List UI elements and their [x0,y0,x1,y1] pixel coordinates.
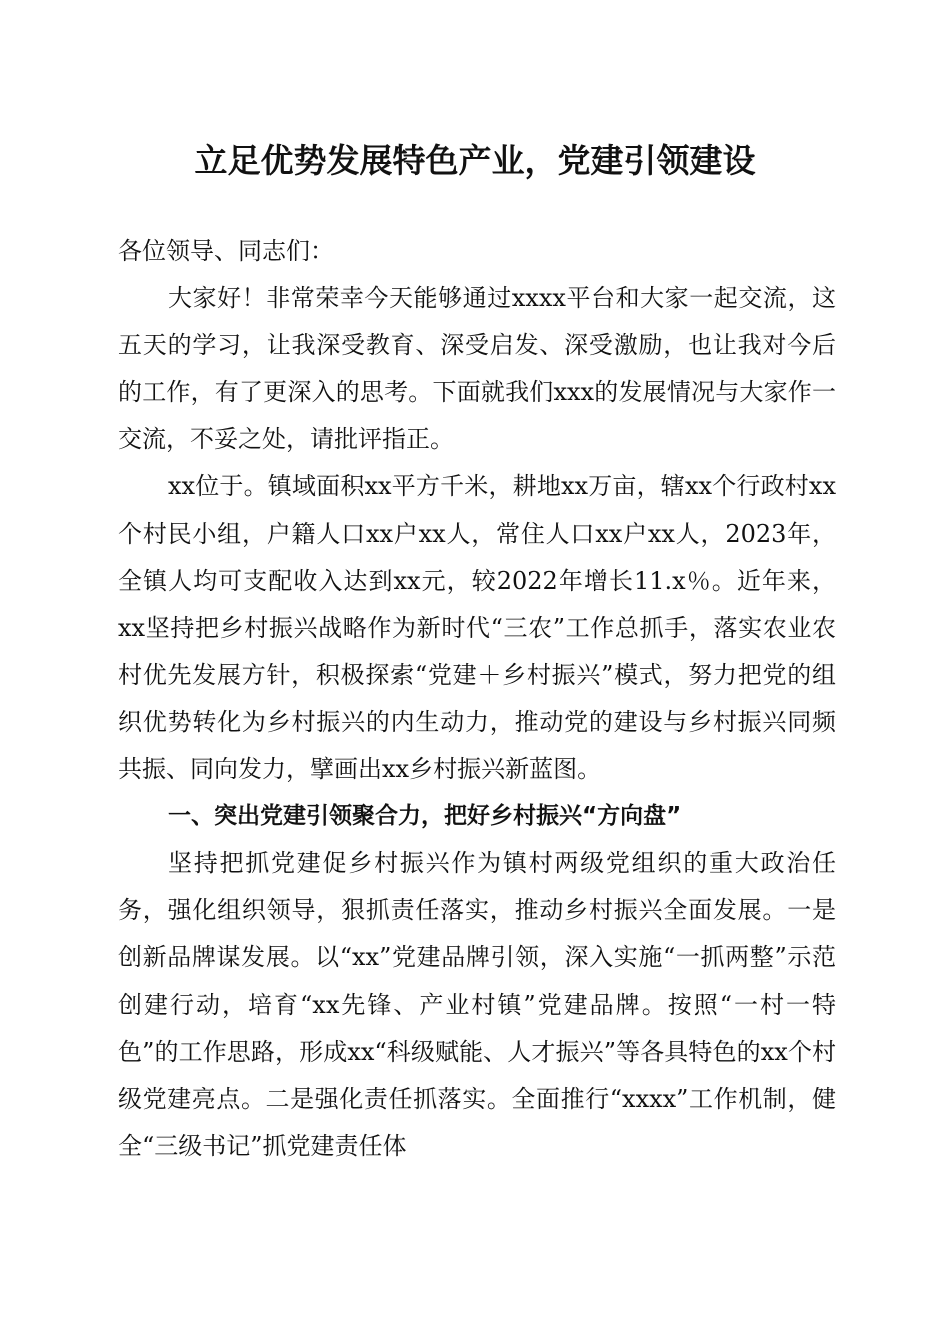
document-title: 立足优势发展特色产业，党建引领建设 [194,141,756,180]
section-heading: 一、突出党建引领聚合力，把好乡村振兴“方向盘” [168,803,682,830]
salutation: 各位领导、同志们： [118,237,334,265]
paragraph-overview: xx位于。镇域面积xx平方千米，耕地xx万亩，辖xx个行政村xx个村民小组，户籍人口xx户xx人，常住人口xx户xx人，2023年，全镇人均可支配收入达到xx元，较2022年增长11.x％。近年来，xx坚持把乡村振兴战略作为新时代“三农”工作总抓手，落实农业农村优先发展方针，积极探索“党建＋乡村振兴”模式，努力把党的组织优势转化为乡村振兴的内生动力，推动党的建设与乡村振兴同频共振、同向发力，擘画出xx乡村振兴新蓝图。 [118,472,836,784]
paragraph-section-one: 坚持把抓党建促乡村振兴作为镇村两级党组织的重大政治任务，强化组织领导，狠抓责任落实，推动乡村振兴全面发展。一是创新品牌谋发展。以“xx”党建品牌引领，深入实施“一抓两整”示范创建行动，培育“xx先锋、产业村镇”党建品牌。按照“一村一特色”的工作思路，形成xx“科级赋能、人才振兴”等各具特色的xx个村级党建亮点。二是强化责任抓落实。全面推行“xxxx”工作机制，健全“三级书记”抓党建责任体 [118,849,836,1160]
document-body [118,228,836,1170]
paragraph-greeting: 大家好！非常荣幸今天能够通过xxxx平台和大家一起交流，这五天的学习，让我深受教育、深受启发、深受激励，也让我对今后的工作，有了更深入的思考。下面就我们xxx的发展情况与大家作一交流，不妥之处，请批评指正。 [118,284,836,454]
